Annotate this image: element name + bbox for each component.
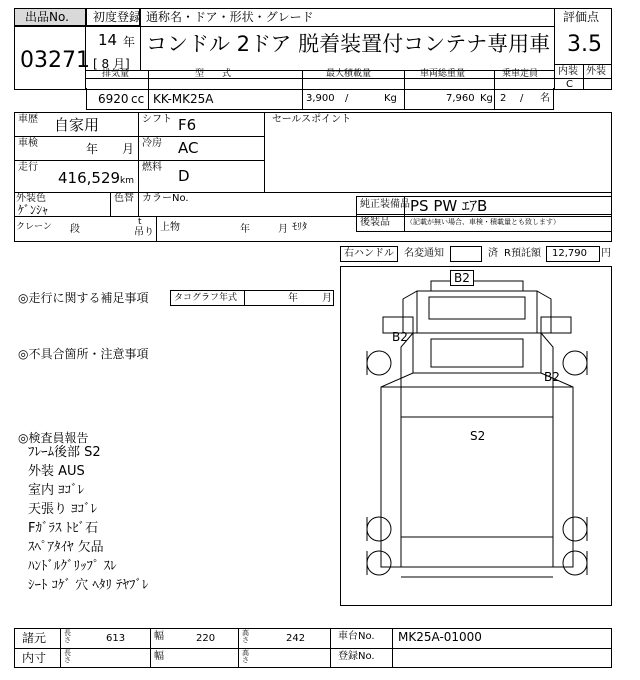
history-label: 車歴 [18, 114, 38, 125]
rhd-label: 右ハンドル [344, 248, 394, 259]
displacement-value: 6920 [98, 92, 129, 106]
shift-label: シフト [142, 114, 172, 125]
capacity-label: 乗車定員 [502, 69, 539, 79]
crane-ton: t [138, 217, 142, 227]
color-code-label: 色替 [114, 193, 134, 204]
lot-number: 03271 [20, 48, 90, 73]
mileage-label: 走行 [18, 162, 38, 173]
tacho-year-unit: 年 [288, 293, 298, 304]
height-value: 242 [286, 633, 306, 644]
height-label: 高さ [242, 629, 249, 644]
inspection-year-unit: 年 [86, 142, 99, 156]
recycle-unit: 円 [601, 248, 611, 259]
length-label-inner: 長さ [64, 649, 71, 664]
displacement-label: 排気量 [102, 69, 130, 79]
inspection-month-unit: 月 [122, 142, 135, 156]
lot-label: 出品No. [25, 10, 69, 24]
gross-weight-unit: Kg [480, 93, 493, 104]
vehicle-name-header: 通称名・ドア・形状・グレード [146, 10, 314, 24]
height-label-inner: 高さ [242, 649, 249, 664]
recycle-label: R預託額 [504, 248, 541, 259]
interior-grade: C [566, 79, 573, 90]
color-no-label: カラーNo. [142, 193, 189, 204]
length-label: 長さ [64, 629, 71, 644]
name-change-box [450, 246, 482, 262]
lift-maker: ﾓﾘﾀ [292, 222, 307, 233]
crane-lift: 吊り [134, 227, 154, 238]
inspector-item: ｼｰﾄ ｺｹﾞ 穴 ﾍﾀﾘ ﾃﾔﾌﾞﾚ [28, 578, 149, 593]
registration-label: 登録No. [338, 651, 375, 662]
color-label: 外装色 [16, 193, 46, 204]
max-load-unit: Kg [384, 93, 397, 104]
outer-dimensions-label: 諸元 [22, 631, 47, 645]
lift-label: 上物 [160, 222, 180, 233]
gross-weight-value: 7,960 [446, 93, 475, 104]
capacity-slash: / [520, 93, 524, 104]
width-label-inner: 幅 [154, 651, 164, 662]
lift-month: 月 [278, 224, 288, 235]
width-label: 幅 [154, 631, 164, 642]
chassis-label: 車台No. [338, 631, 375, 642]
year-unit: 年 [123, 35, 136, 49]
grade-label: 評価点 [563, 10, 600, 24]
tachograph-label: タコグラフ年式 [174, 293, 238, 303]
recycle-deposit: 済 [488, 248, 498, 259]
inspector-item: 天張り ﾖｺﾞﾚ [28, 502, 98, 517]
equipment-label: 純正装備品 [360, 199, 410, 210]
inspector-item: Fｶﾞﾗｽ ﾄﾋﾞ石 [28, 521, 99, 536]
first-reg-label: 初度登録 [93, 10, 142, 24]
fuel-value: D [178, 167, 190, 185]
sales-point-label: セールスポイント [272, 114, 352, 125]
tacho-month-unit: 月 [322, 293, 332, 304]
damage-mark: B2 [544, 370, 560, 384]
driving-remarks-header: ◎走行に関する補足事項 [18, 291, 149, 305]
ac-label: 冷房 [142, 138, 162, 149]
fuel-label: 燃料 [142, 162, 162, 173]
model-label: 型 式 [195, 69, 232, 79]
grade-value: 3.5 [567, 32, 602, 57]
shift-value: F6 [178, 116, 197, 134]
inspector-item: ﾌﾚｰﾑ後部 S2 [28, 445, 101, 460]
color-value: ｹﾞﾝｼｬ [18, 203, 49, 217]
aftermarket-note: （記載が無い場合、車検・積載量とも致します） [406, 218, 560, 226]
gross-weight-label: 車両総重量 [420, 69, 466, 79]
inspector-header: ◎検査員報告 [18, 431, 89, 445]
inspection-label: 車検 [18, 138, 38, 149]
first-reg-month: [ 8 月] [93, 57, 130, 71]
damage-mark: S2 [470, 429, 486, 443]
crane-stage: 段 [70, 224, 80, 235]
chassis-number: MK25A-01000 [398, 630, 482, 644]
vehicle-name: コンドル 2ドア 脱着装置付コンテナ専用車 [146, 32, 551, 56]
aftermarket-label: 後装品 [360, 217, 390, 228]
max-load-value: 3,900 [306, 93, 335, 104]
capacity-unit: 名 [540, 93, 550, 104]
first-reg-year: 14 [98, 31, 118, 49]
history-value: 自家用 [54, 116, 100, 134]
lift-year: 年 [240, 224, 250, 235]
inner-dimensions-label: 内寸 [22, 651, 47, 665]
defects-header: ◎不具合箇所・注意事項 [18, 347, 149, 361]
inspector-item: ｽﾍﾟｱﾀｲﾔ 欠品 [28, 540, 104, 555]
inspector-item: 外装 AUS [28, 464, 85, 479]
damage-mark: B2 [454, 271, 470, 285]
width-value: 220 [196, 633, 216, 644]
exterior-grade-label: 外装 [586, 66, 606, 77]
capacity-value: 2 [500, 93, 507, 104]
displacement-unit: cc [131, 92, 145, 106]
mileage-value: 416,529 [58, 169, 121, 187]
interior-grade-label: 内装 [558, 66, 578, 77]
damage-mark: B2 [392, 330, 408, 344]
crane-label: クレーン [16, 222, 52, 232]
length-value: 613 [106, 633, 126, 644]
specs-row [86, 88, 554, 110]
mileage-unit: km [120, 176, 134, 186]
equipment-value: PS PW ｴｱB [410, 197, 488, 215]
max-load-slash: / [345, 93, 349, 104]
inspector-item: 室内 ﾖｺﾞﾚ [28, 483, 85, 498]
recycle-amount: 12,790 [552, 248, 587, 259]
ac-value: AC [178, 139, 199, 157]
name-change-label: 名変通知 [404, 248, 444, 259]
model-value: KK-MK25A [153, 92, 214, 106]
max-load-label: 最大積載量 [326, 69, 372, 79]
inspector-item: ﾊﾝﾄﾞﾙｸﾞﾘｯﾌﾟ ｽﾚ [28, 559, 117, 574]
